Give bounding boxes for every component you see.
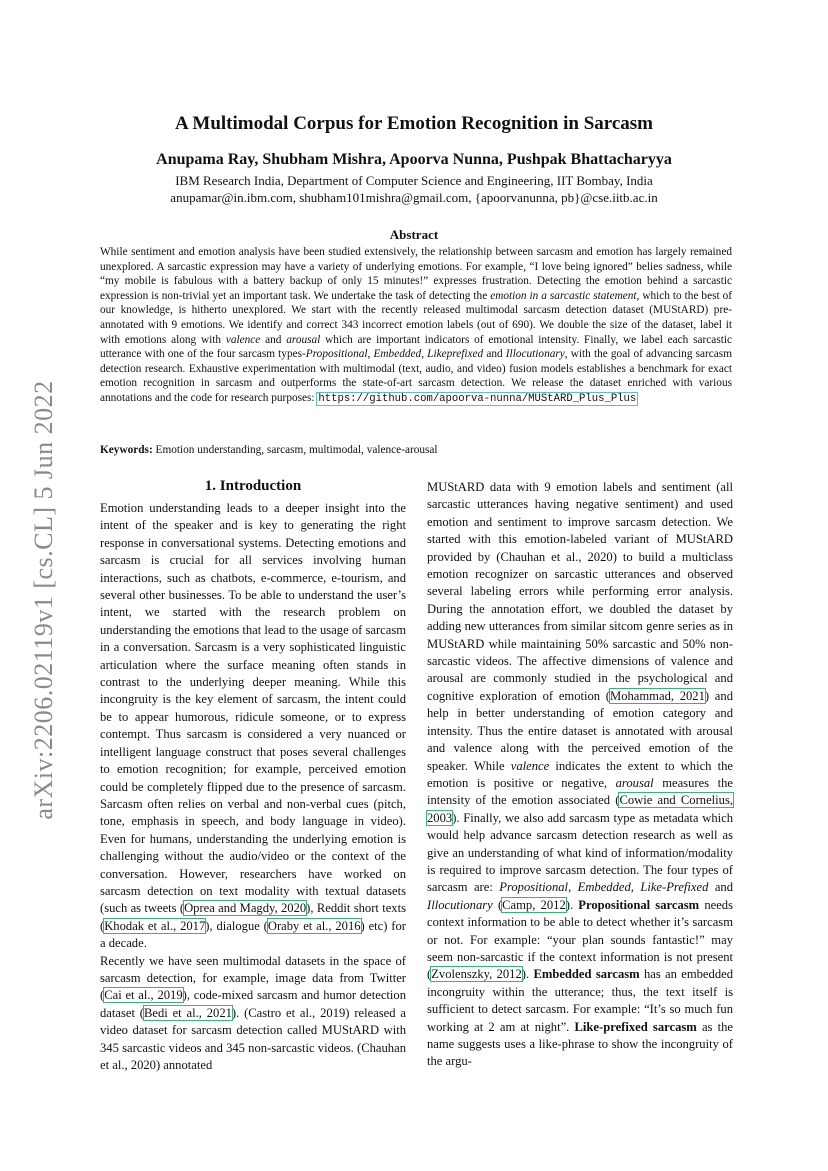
intro-left-column <box>100 500 406 1074</box>
github-repo-link[interactable]: https://github.com/apoorva-nunna/MUStARD_Plus_Plus <box>318 392 637 405</box>
intro-paragraph-2: Recently we have seen multimodal datasets in the space of sarcasm detection, for example, image data from Twitter (Cai et al., 2019), code-mixed sarcasm and humor detection dataset (Bedi et al., 2021). (Castro et al., 2019) released a video dataset for sarcasm detection called MUStARD with 345 sarcastic videos and 345 non-sarcastic videos. (Chauhan et al., 2020) annotated <box>100 953 406 1072</box>
abstract-heading: Abstract <box>389 227 439 242</box>
arxiv-id-text: arXiv:2206.02119v1 [cs.CL] 5 Jun 2022 <box>29 380 58 820</box>
intro-right-column <box>427 479 733 1071</box>
citation-link[interactable]: Mohammad, 2021 <box>610 688 705 703</box>
keywords-line <box>100 444 732 456</box>
paper-authors: Anupama Ray, Shubham Mishra, Apoorva Nunna, Pushpak Bhattacharyya <box>156 151 672 168</box>
affiliation-block <box>0 172 828 206</box>
intro-paragraph-3: MUStARD data with 9 emotion labels and sentiment (all sarcastic utterances having negative sentiment) and used emotion and sentiment to improve sarcasm detection. We started with this emotion-labeled variant of MUStARD provided by (Chauhan et al., 2020) to build a multiclass emotion recognizer on sarcastic utterances and observed several labeling errors while performing error analysis. During the annotation effort, we doubled the dataset by adding new utterances from similar sitcom genre series as in MUStARD while maintaining 50% sarcastic and 50% non-sarcastic videos. The affective dimensions of valence and arousal are commonly studied in the psychological and cognitive exploration of emotion (Mohammad, 2021) and help in better understanding of emotion category and intensity. Thus the entire dataset is annotated with arousal and valence along with the perceived emotion of the speaker. While valence indicates the extent to which the emotion is positive or negative, arousal measures the intensity of the emotion associated (Cowie and Cornelius, 2003). Finally, we also add sarcasm type as metadata which would help advance sarcasm detection research as well as give an understanding of what kind of information/modality is required to improve sarcasm detection. The four types of sarcasm are: Propositional, Embedded, Like-Prefixed and Illocutionary (Camp, 2012). Propositional sarcasm needs context information to be able to detect whether it’s sarcasm or not. For example: “your plan sounds fantastic!” may seem non-sarcastic if the context information is not present (Zvolenszky, 2012). Embedded sarcasm has an embedded incongruity within the utterance; thus, the text itself is sufficient to detect sarcasm. For example: “It’s so much fun working at 2 am at night”. Like-prefixed sarcasm as the name suggests uses a like-phrase to show the incongruity of the argu- <box>427 480 734 1069</box>
intro-paragraph-1: Emotion understanding leads to a deeper insight into the intent of the speaker and is key to generating the right response in conversational systems. Detecting emotions and sarcasm is crucial for all services involving human interactions, such as chatbots, e-commerce, e-tourism, and several other businesses. To be able to understand the user’s intent, we started with the research problem on understanding the emotions that lead to the usage of sarcasm in a conversation. Sarcasm is a very sophisticated linguistic articulation where the surface meaning often stands in contrast to the underlying deeper meaning. While this incongruity is the key element of sarcasm, the intent could be to appear humorous, ridicule someone, or to express contempt. Thus sarcasm is considered a very nuanced or intelligent language construct that poses several challenges to emotion recognition; for example, perceived emotion could be completely flipped due to the presence of sarcasm. Sarcasm often relies on verbal and non-verbal cues (pitch, tone, emphasis in speech, and body language in video). Even for humans, understanding the underlying emotion is challenging without the audio/video or the context of the conversation. However, researchers have worked on sarcasm detection on text modality with textual datasets (such as tweets (Oprea and Magdy, 2020), Reddit short texts (Khodak et al., 2017), dialogue (Oraby et al., 2016) etc) for a decade. <box>100 501 407 951</box>
citation-link[interactable]: Bedi et al., 2021 <box>143 1005 232 1020</box>
keywords-text: Emotion understanding, sarcasm, multimodal, valence-arousal <box>152 444 438 456</box>
paper-title: A Multimodal Corpus for Emotion Recognition in Sarcasm <box>174 113 653 134</box>
arxiv-identifier-stamp <box>24 380 64 820</box>
citation-link[interactable]: Oraby et al., 2016 <box>267 918 361 933</box>
section-heading-introduction: 1. Introduction <box>204 478 302 494</box>
citation-link[interactable]: Camp, 2012 <box>502 897 566 912</box>
citation-link[interactable]: Cowie and Cornelius, 2003 <box>427 793 734 825</box>
citation-link[interactable]: Cai et al., 2019 <box>104 988 183 1003</box>
citation-link[interactable]: Zvolenszky, 2012 <box>431 967 522 982</box>
citation-link[interactable]: Oprea and Magdy, 2020 <box>184 901 307 916</box>
keywords-label: Keywords: <box>100 444 153 456</box>
affiliation: IBM Research India, Department of Computer Science and Engineering, IIT Bombay, India <box>175 173 653 188</box>
abstract-body: While sentiment and emotion analysis have been studied extensively, the relationship between sarcasm and emotion has largely remained unexplored. A sarcastic expression may have a variety of underlying emotions. For example, “I love being ignored” belies sadness, while “my mobile is fabulous with a battery backup of only 15 minutes!” expresses frustration. Detecting the emotion behind a sarcastic expression is non-trivial yet an important task. We undertake the task of detecting the emotion in a sarcastic statement, which to the best of our knowledge, is hitherto unexplored. We start with the recently released multimodal sarcasm detection dataset (MUStARD) pre-annotated with 9 emotions. We identify and correct 343 incorrect emotion labels (out of 690). We double the size of the dataset, label it with emotions along with valence and arousal which are important indicators of emotional intensity. Finally, we label each sarcastic utterance with one of the four sarcasm types-Propositional, Embedded, Likeprefixed and Illocutionary, with the goal of advancing sarcasm detection research. Exhaustive experimentation with multimodal (text, audio, and video) fusion models establishes a benchmark for exact emotion recognition in sarcasm and outperforms the state-of-art sarcasm detection. We release the dataset enriched with various annotations and the code for research purposes: https://github.com/apoorva-nunna/MUStARD_Plus_Plus <box>100 246 733 405</box>
author-emails: anupamar@in.ibm.com, shubham101mishra@gmail.com, {apoorvanunna, pb}@cse.iitb.ac.in <box>170 190 658 205</box>
citation-link[interactable]: Khodak et al., 2017 <box>104 918 206 933</box>
